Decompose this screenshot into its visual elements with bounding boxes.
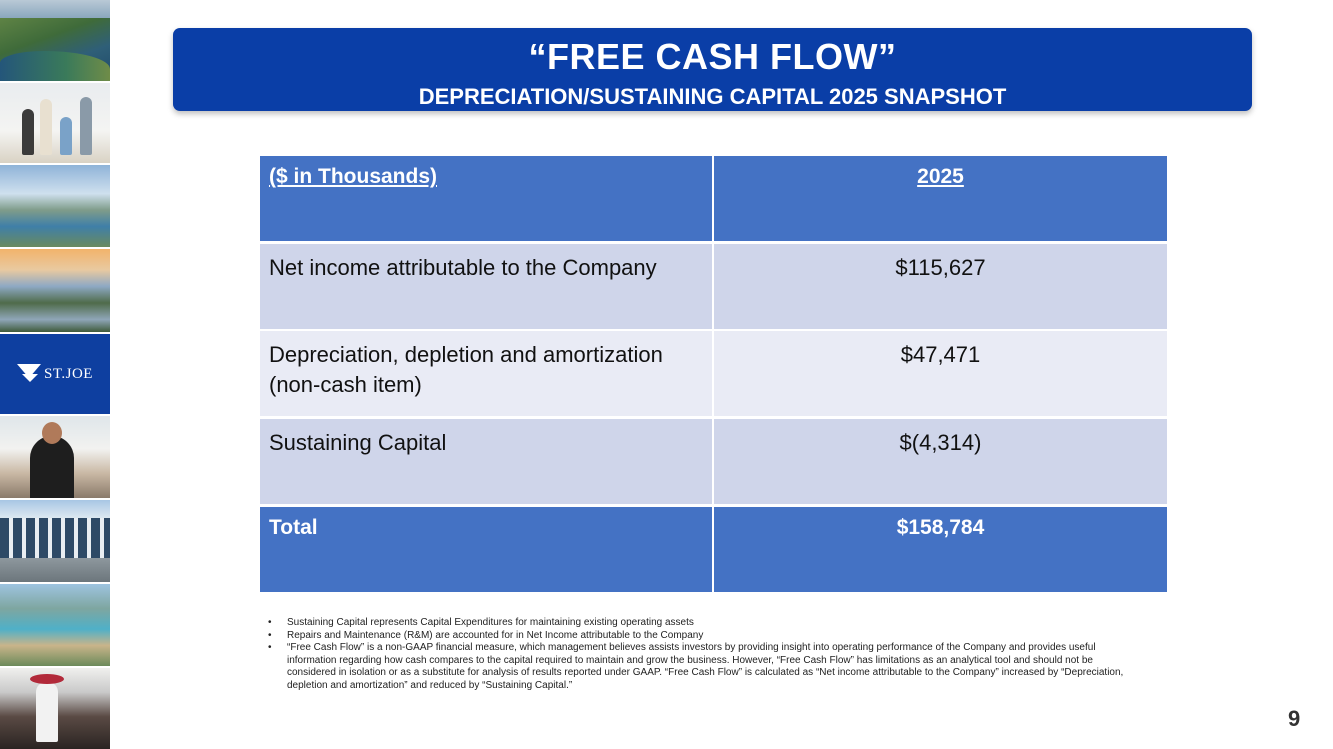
photo-office-building <box>0 500 110 582</box>
cash-flow-table <box>260 156 1167 593</box>
row-value: $(4,314) <box>714 419 1167 504</box>
table-header-row <box>260 156 1167 241</box>
bullet-icon: • <box>268 642 272 654</box>
footnotes <box>268 617 1138 693</box>
header-cell-year: 2025 <box>714 156 1167 241</box>
page-subtitle: DEPRECIATION/SUSTAINING CAPITAL 2025 SNAPSHOT <box>418 84 1007 109</box>
bird-logo-wing-icon <box>22 374 38 382</box>
page-number: 9 <box>1288 706 1301 731</box>
row-value: $115,627 <box>714 244 1167 329</box>
table-row <box>260 244 1167 329</box>
header-cell-units: ($ in Thousands) <box>260 156 712 241</box>
photo-golf-course-aerial <box>0 0 110 81</box>
total-value: $158,784 <box>714 507 1167 592</box>
bullet-icon: • <box>268 617 272 628</box>
row-label: Depreciation, depletion and amortization (non-cash item) <box>260 331 712 416</box>
title-banner <box>173 28 1252 111</box>
bullet-icon: • <box>268 629 272 641</box>
total-label: Total <box>260 507 712 592</box>
footnote-item: • Sustaining Capital represents Capital Expenditures for maintaining existing operating assets <box>268 617 694 628</box>
photo-sunset-lake <box>0 249 110 332</box>
footnote-item: • Repairs and Maintenance (R&M) are accounted for in Net Income attributable to the Company <box>268 629 704 641</box>
photo-strip <box>0 0 110 749</box>
row-value: $47,471 <box>714 331 1167 416</box>
photo-event-crowd <box>0 668 110 749</box>
page-title: “FREE CASH FLOW” <box>528 36 897 77</box>
photo-staff-member <box>0 416 110 498</box>
table-total-row <box>260 507 1167 592</box>
photo-water-park <box>0 584 110 666</box>
footnote-item: • “Free Cash Flow” is a non-GAAP financial measure, which management believes assists investors by providing insight into operating performance of the Company and provides useful information regarding how cash compares to the capital required to maintain and grow the business. However, “Free Cash Flow” has limitations as an analytical tool and should not be considered in isolation or as a substitute for analysis of results reported under GAAP. “Free Cash Flow” is calculated as “Net income attributable to the Company” increased by “Depreciation, depletion and amortization” and reduced by “Sustaining Capital.” <box>268 642 1124 691</box>
photo-family-walking <box>0 83 110 163</box>
logo-text: ST.JOE <box>44 366 93 382</box>
row-label: Net income attributable to the Company <box>260 244 712 329</box>
table-row <box>260 419 1167 504</box>
row-label: Sustaining Capital <box>260 419 712 504</box>
company-logo <box>0 334 110 414</box>
table-row <box>260 331 1167 416</box>
photo-resort-pool <box>0 165 110 247</box>
